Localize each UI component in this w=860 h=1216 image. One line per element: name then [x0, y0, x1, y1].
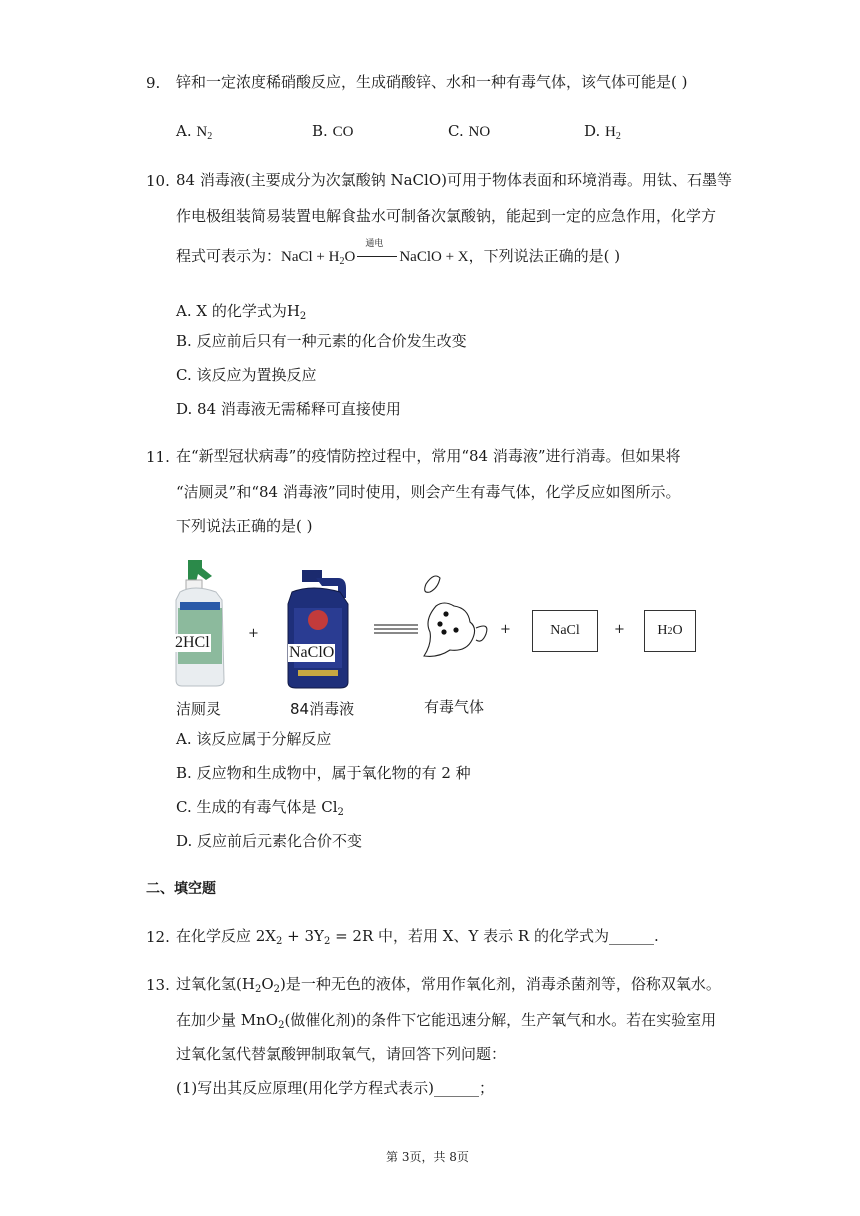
option-a: A. X 的化学式为$H_2$	[176, 302, 307, 322]
question-stem-line: 在“新型冠状病毒”的疫情防控过程中，常用“84 消毒液”进行消毒。但如果将	[176, 447, 681, 465]
question-stem: 在化学反应 $2X_2 + 3Y_2 = 2R$ 中，若用 X、Y 表示 R 的化学式为______.	[176, 927, 659, 947]
option-c: C. 该反应为置换反应	[176, 366, 317, 384]
caption-disinfectant: 84消毒液	[290, 700, 355, 718]
question-number: 12.	[146, 928, 170, 946]
bottle-label: 2HCl	[175, 634, 210, 651]
option-d: D. 反应前后元素化合价不变	[176, 832, 363, 850]
option-d: D. 84 消毒液无需稀释可直接使用	[176, 400, 401, 418]
plus-sign: +	[248, 626, 259, 641]
question-number: 11.	[146, 448, 170, 466]
toxic-gas-cloud-icon	[410, 570, 494, 670]
equation-right: NaClO + X	[399, 249, 469, 265]
caption-toilet-cleaner: 洁厕灵	[176, 700, 222, 718]
question-number: 9.	[146, 74, 161, 92]
equation-left: NaCl + $H_2O$	[281, 249, 356, 267]
question-stem-line: 过氧化氢$(H_2O_2)$是一种无色的液体，常用作氧化剂，消毒杀菌剂等，俗称双氧水。	[176, 975, 721, 995]
option-b: B. 反应前后只有一种元素的化合价发生改变	[176, 332, 467, 350]
option-b: B. CO	[312, 122, 354, 140]
electrolysis-arrow: 通电	[355, 246, 399, 266]
question-stem-line: 在加少量 MnO$_2$(做催化剂)的条件下它能迅速分解，生产氧气和水。若在实验室用	[176, 1011, 717, 1031]
toilet-cleaner-bottle-icon	[166, 558, 236, 688]
question-stem-line: 作电极组装简易装置电解食盐水可制备次氯酸钠，能起到一定的应急作用，化学方	[176, 207, 717, 225]
question-stem-line: “洁厕灵”和“84 消毒液”同时使用，则会产生有毒气体，化学反应如图所示。	[176, 483, 681, 501]
reaction-figure	[160, 552, 720, 722]
question-stem-line: 下列说法正确的是( )	[176, 517, 313, 535]
caption-toxic-gas: 有毒气体	[424, 698, 485, 716]
plus-sign: +	[500, 622, 511, 637]
page-footer: 第 3页，共 8页	[386, 1150, 469, 1164]
question-stem-line: 程式可表示为：NaCl + $H_2O$ 通电 NaClO + X，下列说法正确的是( )	[176, 239, 621, 267]
question-stem-line: (1)写出其反应原理(用化学方程式表示)______；	[176, 1079, 494, 1097]
question-stem-line: 84 消毒液(主要成分为次氯酸钠 NaClO)可用于物体表面和环境消毒。用钛、石墨等	[176, 171, 732, 189]
question-stem: 锌和一定浓度稀硝酸反应，生成硝酸锌、水和一种有毒气体，该气体可能是( )	[176, 73, 688, 91]
question-stem-line: 过氧化氢代替氯酸钾制取氧气，请回答下列问题：	[176, 1045, 507, 1063]
section-heading: 二、填空题	[146, 881, 216, 897]
question-number: 13.	[146, 976, 170, 994]
product-box-nacl: NaCl	[532, 610, 598, 652]
plus-sign: +	[614, 622, 625, 637]
disinfectant-bottle-icon	[282, 568, 354, 690]
option-c: C. NO	[448, 122, 491, 140]
option-a: A. 该反应属于分解反应	[176, 730, 332, 748]
option-a: A. $N_2$	[176, 122, 213, 142]
option-c: C. 生成的有毒气体是 $Cl_2$	[176, 798, 344, 818]
question-number: 10.	[146, 172, 170, 190]
option-b: B. 反应物和生成物中，属于氧化物的有 2 种	[176, 764, 471, 782]
product-box-water: H 2 O	[644, 610, 696, 652]
option-d: D. $H_2$	[584, 122, 621, 142]
bottle-label: NaClO	[289, 644, 335, 661]
